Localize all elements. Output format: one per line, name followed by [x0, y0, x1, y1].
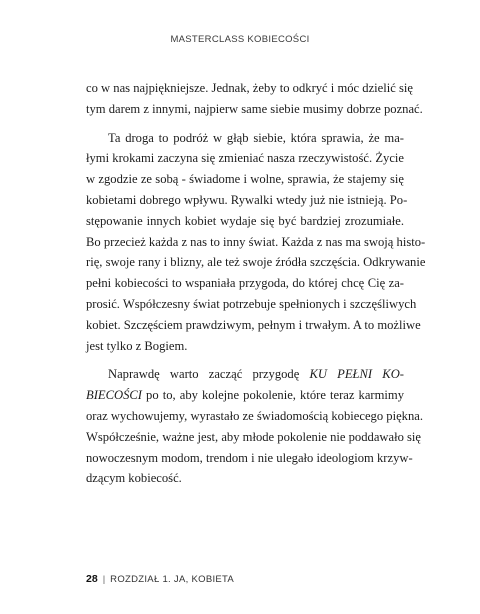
text-line: rię, swoje rany i blizny, ale też swoje źródła szczęścia. Odkrywanie: [86, 255, 426, 270]
text-line: [86, 385, 404, 406]
running-header: MASTERCLASS KOBIECOŚCI: [170, 34, 310, 45]
text-line: prosić. Współczesny świat potrzebuje spełnionych i szczęśliwych: [86, 296, 417, 311]
text-line: pełni kobiecości to wspaniała przygoda, do której chcę Cię za-: [86, 276, 404, 291]
paragraph-2: [86, 128, 426, 357]
text-line: stępowanie innych kobiet wydaje się być bardziej zrozumiałe.: [86, 213, 404, 228]
page-number: 28: [86, 573, 98, 585]
text-line: co w nas najpiękniejsze. Jednak, żeby to odkryć i móc dzielić się: [86, 81, 413, 95]
text-line: łymi krokami zaczyna się zmieniać nasza rzeczywistość. Życie: [86, 151, 404, 166]
book-title-italic: BIECOŚCI: [86, 388, 142, 403]
text-fragment: po to, aby kolejne pokolenie, które teraz karmimy: [141, 388, 404, 403]
text-line: w zgodzie ze sobą - świadome i wolne, sprawia, że stajemy się: [86, 172, 404, 187]
text-line: [86, 364, 404, 385]
text-fragment: Naprawdę warto zacząć przygodę: [108, 367, 310, 382]
chapter-title: ROZDZIAŁ 1. JA, KOBIETA: [110, 574, 235, 585]
book-title-italic: KU PEŁNI KO-: [309, 367, 404, 382]
text-line: Ta droga to podróż w głąb siebie, która sprawia, że ma-: [108, 130, 404, 145]
text-line: Współcześnie, ważne jest, aby młode pokolenie nie poddawało się: [86, 429, 422, 444]
text-line: dzącym kobiecość.: [86, 471, 182, 486]
page-footer: [86, 573, 234, 585]
text-line: oraz wychowujemy, wyrastało ze świadomością kobiecego piękna.: [86, 408, 423, 423]
text-line: tym darem z innymi, najpierw same siebie musimy dobrze poznać.: [86, 101, 423, 116]
text-line: kobietami dobrego wpływu. Rywalki wtedy już nie istnieją. Po-: [86, 192, 408, 207]
text-line: jest tylko z Bogiem.: [86, 338, 188, 353]
body-text: [86, 78, 426, 489]
text-line: Bo przecież każda z nas to inny świat. Każda z nas ma swoją histo-: [86, 234, 426, 249]
text-line: kobiet. Szczęściem prawdziwym, pełnym i trwałym. A to możliwe: [86, 317, 421, 332]
paragraph-1: [86, 78, 423, 120]
paragraph-3: [86, 364, 423, 489]
text-line: nowoczesnym modom, trendom i nie ulegało ideologiom krzyw-: [86, 450, 413, 465]
footer-separator: |: [102, 574, 106, 585]
